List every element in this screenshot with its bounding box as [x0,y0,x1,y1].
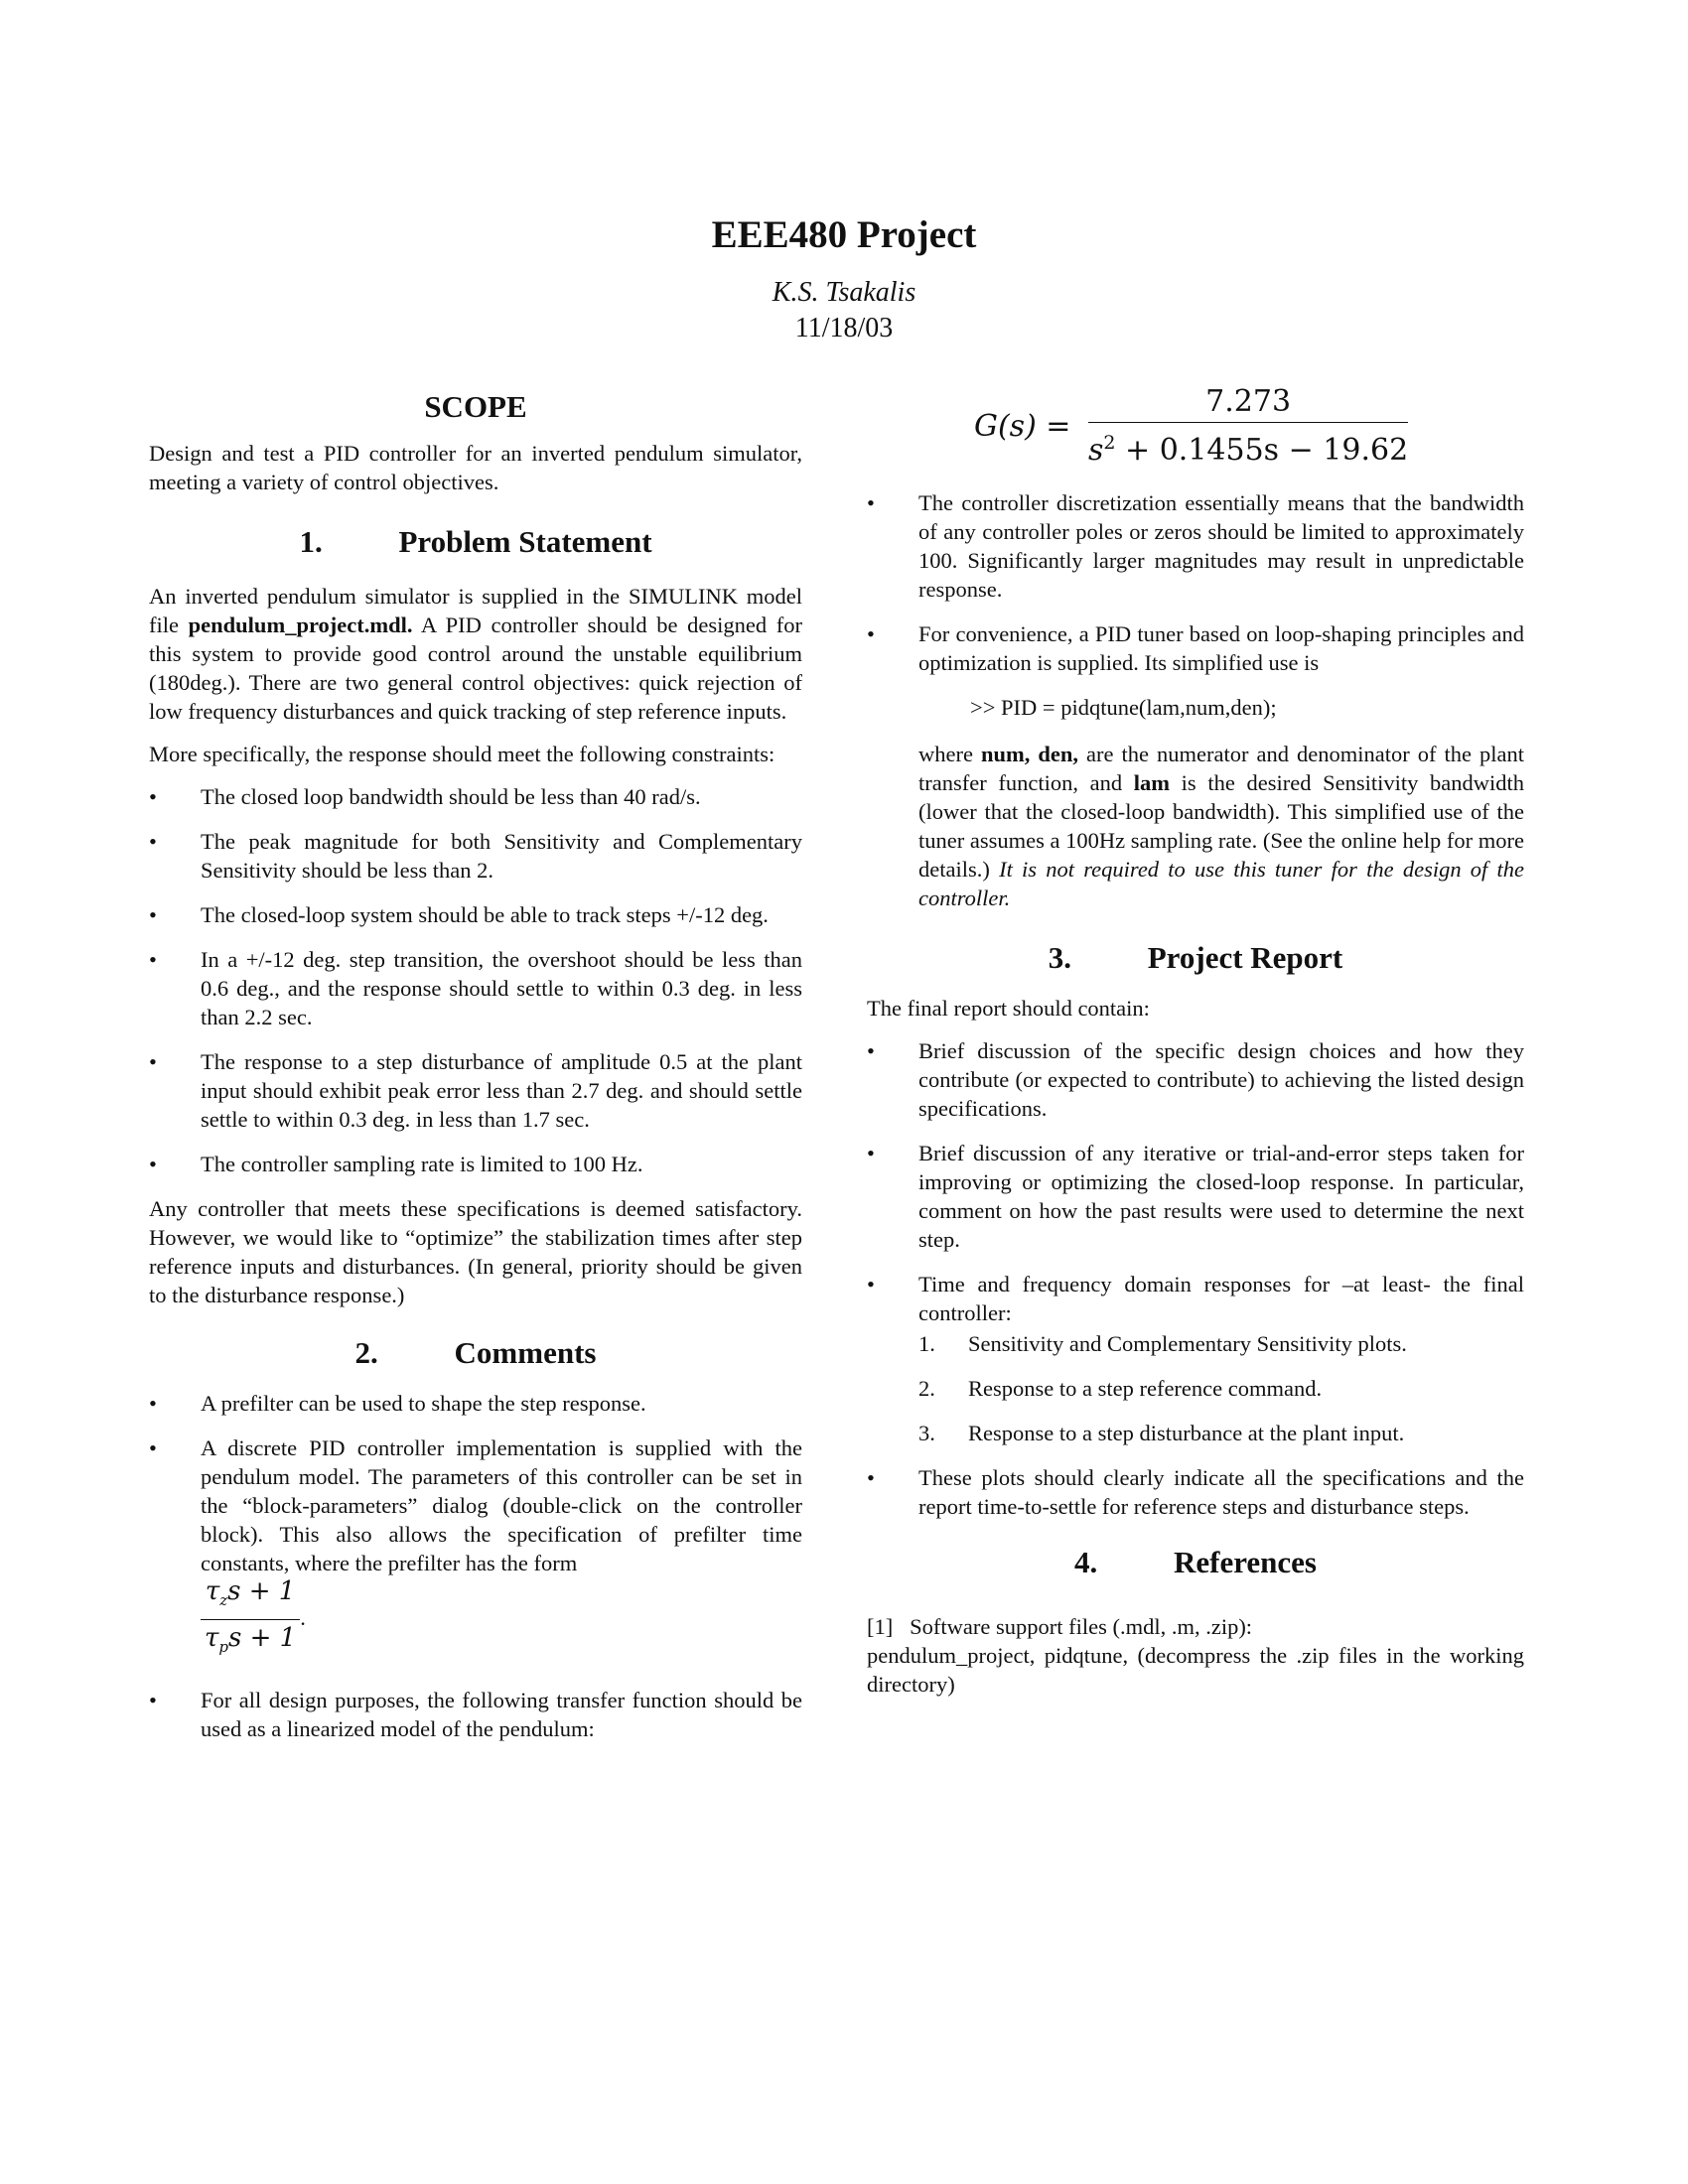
denominator-rest: + 0.1455s − 19.62 [1115,433,1409,468]
list-item: • The closed-loop system should be able to track steps +/-12 deg. [149,900,802,929]
model-file-name: pendulum_project.mdl. [188,613,413,637]
transfer-function-fraction [1088,384,1409,468]
list-item: • In a +/-12 deg. step transition, the overshoot should be less than 0.6 deg., and the response should settle to within 0.3 deg. in less than 2.2 sec. [149,945,802,1031]
list-item: • A prefilter can be used to shape the step response. [149,1389,802,1418]
item-number: 3. [918,1421,935,1445]
transfer-function-numerator: 7.273 [1088,387,1408,423]
tuner-description: • For convenience, a PID tuner based on loop-shaping principles and optimization is supplied. Its simplified use is [918,621,1524,675]
exponent: 2 [1103,432,1116,454]
list-item [918,1374,1524,1403]
item-number: 2. [918,1376,935,1401]
list-item [867,1270,1524,1327]
problem-paragraph-3: Any controller that meets these specifications is deemed satisfactory. However, we would like to “optimize” the stabilization times after step reference inputs and disturbances. (In general, priority should be given to the disturbance response.) [149,1196,802,1307]
numerator-rest: s + 1 [227,1576,296,1606]
list-item: • Brief discussion of any iterative or trial-and-error steps taken for improving or optimizing the closed-loop response. In particular, comment on how the past results were used to determine the next step. [867,1139,1524,1254]
scope-text: Design and test a PID controller for an inverted pendulum simulator, meeting a variety of control objectives. [149,441,802,494]
list-item [149,1433,802,1662]
tuner-text-b: are the numerator and denominator of the plant transfer function, and [918,742,1524,795]
problem-paragraph-1 [149,582,802,726]
problem-paragraph-2: More specifically, the response should meet the following constraints: [149,742,775,766]
report-intro: The final report should contain: [867,996,1150,1021]
reference-label: [1] [867,1614,894,1639]
right-column [867,384,1524,1712]
list-item: • The controller discretization essentially means that the bandwidth of any controller poles or zeros should be limited to approximately 100. Significantly larger magnitudes may result in unpredictable response. [867,488,1524,604]
list-item: • The response to a step disturbance of amplitude 0.5 at the plant input should exhibit peak error less than 2.7 deg. and should settle settle to within 0.3 deg. in less than 1.7 sec. [149,1047,802,1134]
list-item: • The controller sampling rate is limited to 100 Hz. [149,1150,802,1178]
list-item: • These plots should clearly indicate all the specifications and the report time-to-settle for reference steps and disturbance steps. [867,1463,1524,1521]
tuner-note: It is not required to use this tuner for the design of the controller. [918,857,1524,910]
variable-s: s [1088,433,1104,468]
references-number: 4. [1073,1545,1098,1579]
num-den-args: num, den, [980,742,1079,766]
problem-number: 1. [299,524,323,559]
prefilter-period: . [300,1604,306,1630]
item-number: 1. [918,1331,935,1356]
document-author: K.S. Tsakalis [772,277,916,308]
prefilter-denominator [201,1620,300,1662]
reference-detail: pendulum_project, pidqtune, (decompress the .zip files in the working directory) [867,1643,1524,1697]
denominator-rest: s + 1 [228,1623,297,1654]
transfer-function [867,384,1524,468]
report-number: 3. [1048,940,1071,975]
list-item: • For all design purposes, the following transfer function should be used as a linearized model of the pendulum: [149,1686,802,1743]
tau-symbol: τ [205,1576,220,1606]
references-title: References [1173,1545,1317,1579]
report-list-tail [867,1463,1524,1521]
list-item [918,1329,1524,1358]
tuner-command: >> PID = pidqtune(lam,num,den); [970,695,1277,720]
tau-subscript: p [218,1638,228,1657]
transfer-function-lhs: G(s) = [974,408,1071,444]
list-item [918,1419,1524,1447]
tuner-text-a: where [918,742,981,766]
report-sublist [867,1329,1524,1447]
left-column [149,387,802,1759]
constraints-list [149,782,802,1178]
scope-heading: SCOPE [424,389,527,424]
lam-arg: lam [1133,770,1171,795]
comments-heading [149,1333,802,1373]
comments-list-left [149,1389,802,1743]
comments-list-right [867,488,1524,912]
comments-title: Comments [454,1335,597,1370]
list-item [867,619,1524,912]
document-date: 11/18/03 [794,313,894,343]
report-title: Project Report [1147,940,1343,975]
tau-symbol: τ [205,1623,219,1654]
document-title: EEE480 Project [711,213,977,256]
prefilter-description: A discrete PID controller implementation is supplied with the pendulum model. The parameters of this controller can be set in the “block-parameters” dialog (double-click on the controller block). This also allows the specification of prefilter time constants, where the prefilter has the form [201,1435,802,1575]
problem-heading [149,522,802,562]
reference-line-1 [867,1612,1524,1641]
problem-p1-text-b: A PID controller should be designed for this system to provide good control around the unstable equilibrium (180deg.). There are two general control objectives: quick rejection of low frequency disturbances and quick tracking of step reference inputs. [149,613,802,724]
responses-text: • Time and frequency domain responses for –at least- the final controller: [918,1272,1524,1325]
list-item: • The closed loop bandwidth should be less than 40 rad/s. [149,782,802,811]
report-heading [867,938,1524,978]
item-text: Sensitivity and Complementary Sensitivity plots. [968,1331,1407,1356]
problem-p1-text-a: An inverted pendulum simulator is supplied in the SIMULINK model file [149,584,802,637]
comments-number: 2. [354,1335,378,1370]
item-text: Response to a step reference command. [968,1376,1323,1401]
prefilter-formula [201,1577,300,1662]
reference-entry [867,1612,1524,1699]
report-list [867,1036,1524,1327]
tuner-text-c: is the desired Sensitivity bandwidth (lower that the closed-loop bandwidth). This simplified use of the tuner assumes a 100Hz sampling rate. (See the online help for more details.) [918,770,1524,882]
item-text: Response to a step disturbance at the plant input. [968,1421,1405,1445]
tau-subscript: z [219,1591,228,1610]
prefilter-numerator [201,1577,300,1620]
transfer-function-denominator [1088,423,1409,468]
references-heading [867,1543,1524,1582]
list-item: • The peak magnitude for both Sensitivity and Complementary Sensitivity should be less than 2. [149,827,802,885]
list-item: • Brief discussion of the specific design choices and how they contribute (or expected to contribute) to achieving the listed design specifications. [867,1036,1524,1123]
reference-text: Software support files (.mdl, .m, .zip): [910,1614,1253,1639]
tuner-details [918,740,1524,912]
problem-title: Problem Statement [398,524,652,559]
